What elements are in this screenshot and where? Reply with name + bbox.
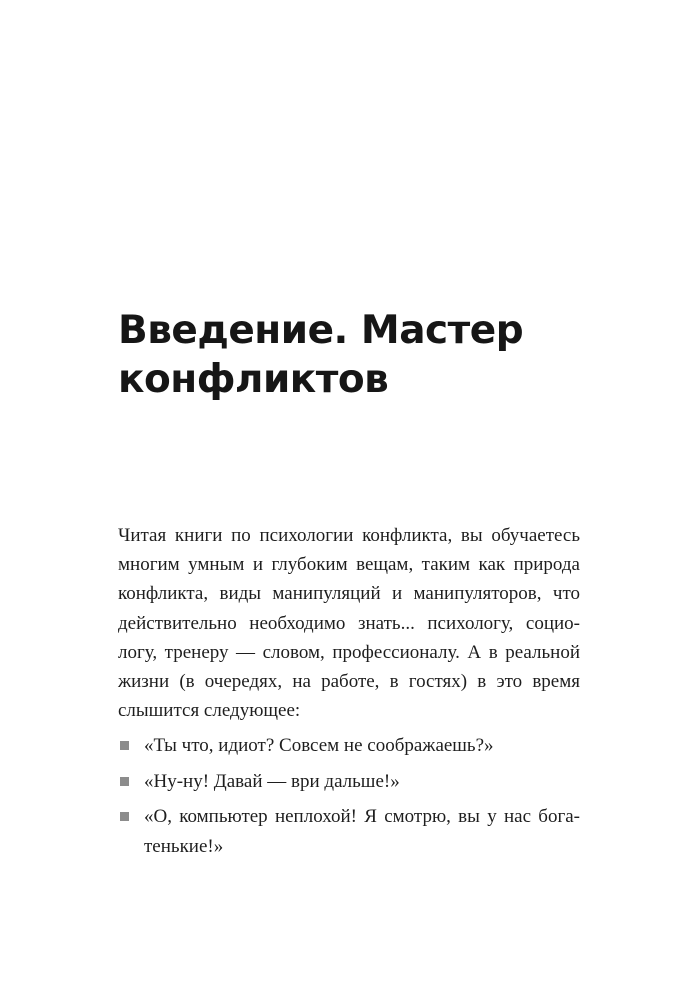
quote-text-continued: тенькие!» — [144, 835, 224, 857]
paragraph-line: Читая книги по психологии конфликта, вы обучаетесь — [118, 525, 580, 546]
paragraph-line: жизни (в очередях, на работе, в гостях) в это время — [118, 671, 580, 693]
intro-paragraph — [118, 521, 580, 725]
paragraph-line: слышится следующее: — [118, 700, 301, 722]
square-bullet-icon — [120, 777, 129, 786]
quote-text: «Ты что, идиот? Совсем не соображаешь?» — [144, 735, 494, 756]
paragraph-line: многим умным и глубоким вещам, таким как природа — [118, 554, 580, 576]
quote-list — [118, 731, 580, 867]
quote-text: «Ну-ну! Давай — ври дальше!» — [144, 770, 400, 792]
quote-item — [118, 731, 580, 760]
square-bullet-icon — [120, 741, 129, 750]
square-bullet-icon — [120, 812, 129, 821]
quote-item — [118, 802, 580, 860]
chapter-title-line-2: конфликтов — [118, 357, 389, 402]
quote-item — [118, 767, 580, 796]
paragraph-line: конфликта, виды манипуляций и манипуляторов, что — [118, 583, 580, 605]
paragraph-line: логу, тренеру — словом, профессионалу. А в реальной — [118, 641, 580, 663]
chapter-title-line-1: Введение. Мастер — [118, 308, 524, 353]
paragraph-line: действительно необходимо знать... психологу, социо- — [118, 612, 580, 634]
chapter-title — [118, 306, 598, 404]
quote-text: «О, компьютер неплохой! Я смотрю, вы у нас бога- — [144, 806, 580, 828]
